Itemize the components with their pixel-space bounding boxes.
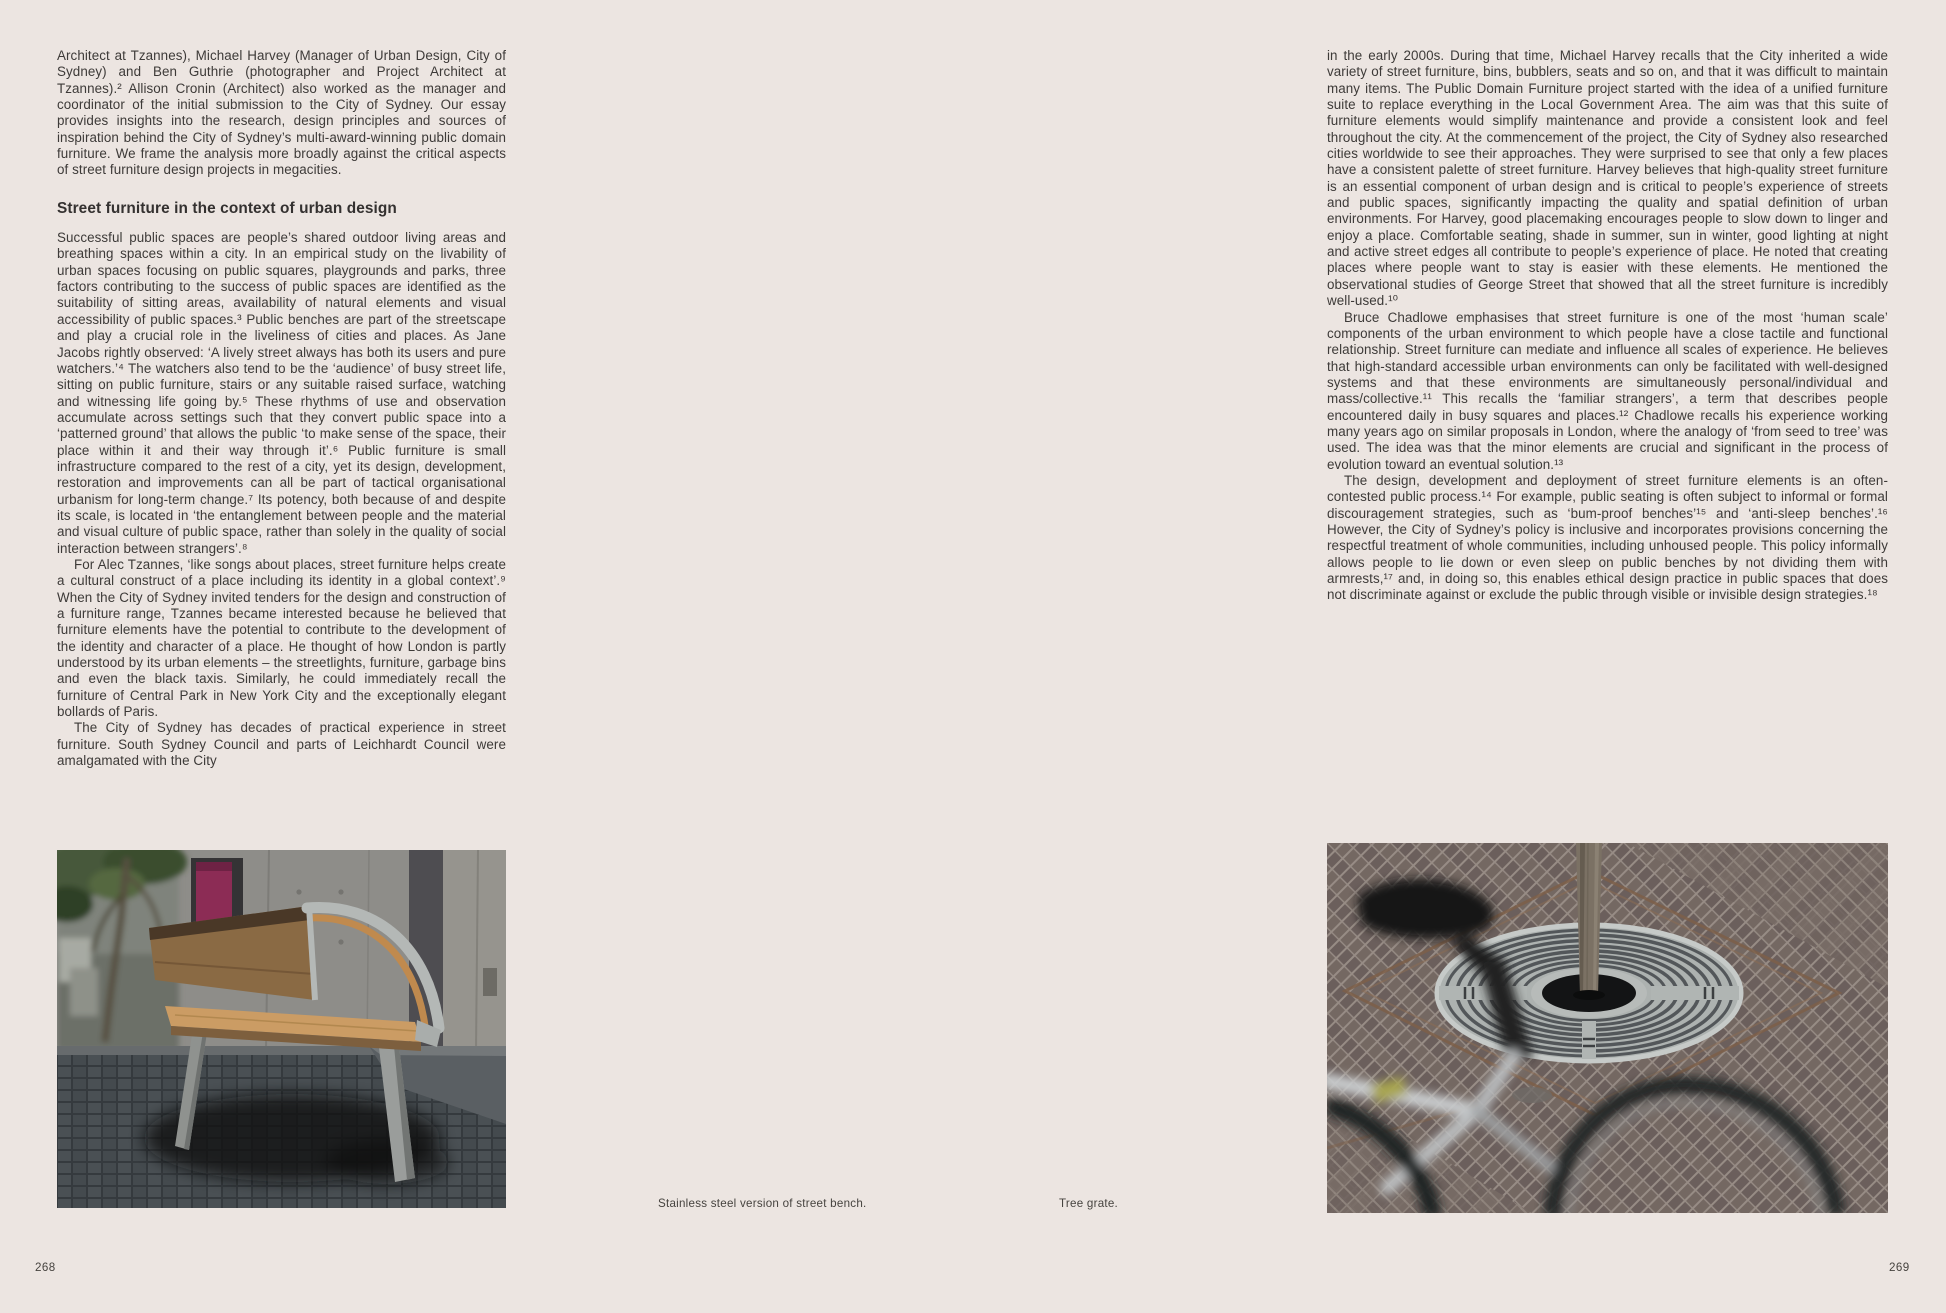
page-number-right: 269 [1889, 1261, 1910, 1274]
caption-tree-grate: Tree grate. [1059, 1197, 1119, 1210]
street-bench-illustration [57, 850, 506, 1208]
intro-paragraph: Architect at Tzannes), Michael Harvey (Manager of Urban Design, City of Sydney) and Ben Guthrie (photographer and Project Architect at Tzannes).² Allison Cronin (Architect) also worked as the manager and coordinator of the initial submission to the City of Sydney. Our essay provides insights into the research, design principles and sources of inspiration behind the City of Sydney’s multi-award-winning public domain furniture. We frame the analysis more broadly against the critical aspects of street furniture design projects in megacities. [57, 48, 506, 178]
photo-street-bench [57, 850, 506, 1208]
body-paragraph: The City of Sydney has decades of practical experience in street furniture. South Sydney Council and parts of Leichhardt Council were amalgamated with the City [57, 720, 506, 769]
body-paragraph: Successful public spaces are people’s shared outdoor living areas and breathing spaces within a city. In an empirical study on the livability of urban spaces focusing on public squares, playgrounds and parks, three factors contributing to the success of public spaces are identified as the suitability of sitting areas, availability of natural elements and visual accessibility of public spaces.³ Public benches are part of the streetscape and play a crucial role in the liveliness of cities and places. As Jane Jacobs rightly observed: ‘A lively street always has both its users and pure watchers.’⁴ The watchers also tend to be the ‘audience’ of busy street life, sitting on public furniture, stairs or any suitable raised surface, watching and witnessing life going by.⁵ These rhythms of use and observation accumulate across settings such that they convert public space into a ‘patterned ground’ that allows the public ‘to make sense of the space, their place within it and their way through it’.⁶ Public furniture is small infrastructure compared to the rest of a city, yet its design, development, restoration and improvements can all be part of tactical organisational urbanism for long-term change.⁷ Its potency, both because of and despite its scale, is located in ‘the entanglement between people and the material and visual culture of public space, rather than solely in the quality of social interaction between strangers’.⁸ [57, 230, 506, 556]
section-heading: Street furniture in the context of urban design [57, 199, 397, 217]
body-paragraph: in the early 2000s. During that time, Michael Harvey recalls that the City inherited a wide variety of street furniture, bins, bubblers, seats and so on, and that it was difficult to maintain many items. The Public Domain Furniture project started with the idea of a unified furniture suite to replace everything in the Local Government Area. The aim was that this suite of furniture elements would simplify maintenance and provide a consistent look and feel throughout the city. At the commencement of the project, the City of Sydney also researched cities worldwide to see their approaches. They were surprised to see that only a few places have a consistent palette of street furniture. Harvey believes that high-quality street furniture is an essential component of urban design and is critical to people’s experience of streets and public spaces, significantly impacting the quality and spatial definition of urban environments. For Harvey, good placemaking encourages people to slow down to linger and enjoy a place. Comfortable seating, shade in summer, sun in winter, good lighting at night and active street edges all contribute to people’s experience of place. He noted that creating places where people want to stay is easier with these elements. He mentioned the observational studies of George Street that showed that all the street furniture is incredibly well-used.¹⁰ [1327, 48, 1888, 309]
tree-grate-illustration [1327, 843, 1888, 1213]
left-text-column [57, 48, 506, 769]
right-text-column [1327, 48, 1888, 604]
caption-street-bench: Stainless steel version of street bench. [658, 1197, 867, 1210]
body-paragraph: For Alec Tzannes, ‘like songs about places, street furniture helps create a cultural construct of a place including its identity in a global context’.⁹ When the City of Sydney invited tenders for the design and construction of a furniture range, Tzannes became interested because he believed that furniture elements have the potential to contribute to the development of the identity and character of a place. He thought of how London is partly understood by its urban elements – the streetlights, furniture, garbage bins and even the black taxis. Similarly, he could immediately recall the furniture of Central Park in New York City and the exceptionally elegant bollards of Paris. [57, 556, 506, 720]
page-number-left: 268 [35, 1261, 56, 1274]
body-paragraph: Bruce Chadlowe emphasises that street furniture is one of the most ‘human scale’ components of the urban environment to which people have a close tactile and functional relationship. Street furniture can mediate and influence all scales of experience. He believes that high-standard accessible urban environments can only be facilitated with well-designed systems and that these environments are simultaneously personal/individual and mass/collective.¹¹ This recalls the ‘familiar strangers’, a term that describes people encountered daily in busy squares and places.¹² Chadlowe recalls his experience working many years ago on similar proposals in London, where the analogy of ‘from seed to tree’ was used. The idea was that the minor elements are crucial and significant in the process of evolution toward an eventual solution.¹³ [1327, 309, 1888, 472]
photo-tree-grate [1327, 843, 1888, 1213]
body-paragraph: The design, development and deployment of street furniture elements is an often-contested public process.¹⁴ For example, public seating is often subject to informal or formal discouragement strategies, such as ‘bum-proof benches’¹⁵ and ‘anti-sleep benches’.¹⁶ However, the City of Sydney’s policy is inclusive and incorporates provisions concerning the respectful treatment of whole communities, including unhoused people. This policy informally allows people to lie down or even sleep on public benches by not dividing them with armrests,¹⁷ and, in doing so, this enables ethical design practice in public spaces that does not discriminate against or exclude the public through visible or invisible design strategies.¹⁸ [1327, 472, 1888, 603]
